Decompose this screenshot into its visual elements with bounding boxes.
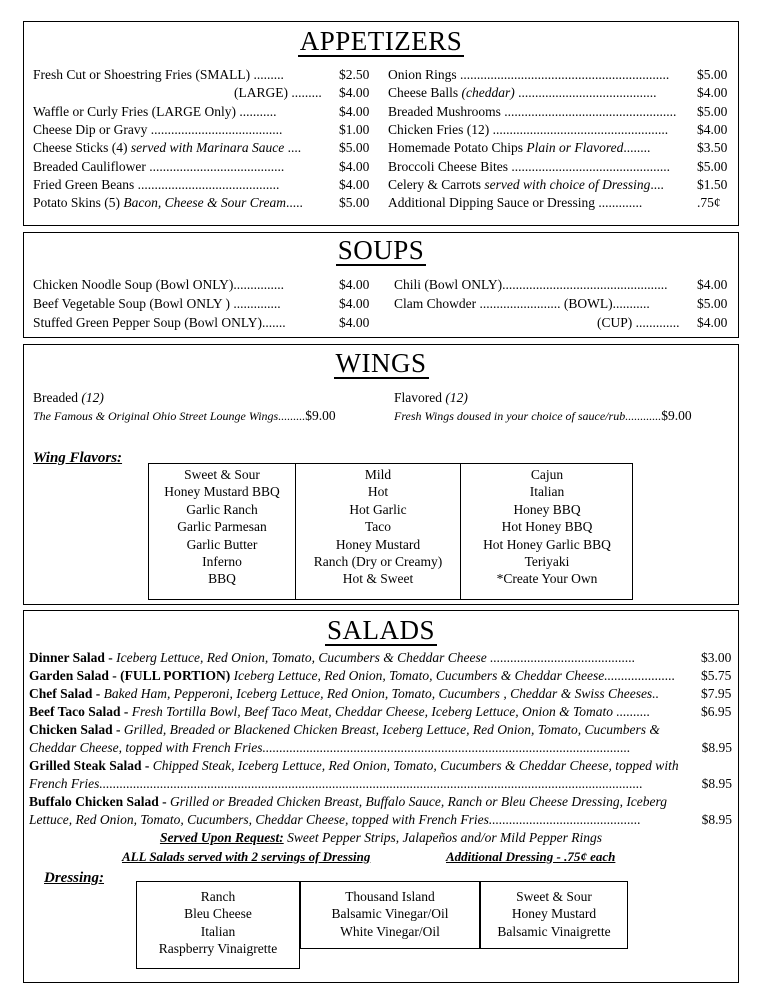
wing-flavor: Sweet & Sour <box>184 467 260 482</box>
wing-flavor: Hot Honey Garlic BBQ <box>483 536 611 552</box>
dressing-option: Sweet & Sour <box>516 889 592 904</box>
appetizer-right-item-name: Celery & Carrots <box>388 176 485 192</box>
salad-item-desc: Iceberg Lettuce, Red Onion, Tomato, Cucumbers & Cheddar Cheese ........................................... <box>116 650 636 665</box>
salad-item-name: Garden Salad - (FULL PORTION) <box>29 668 234 683</box>
wing-flavor: Mild <box>364 467 392 482</box>
appetizer-left-item <box>33 194 339 212</box>
appetizer-left-item-label: Cheese Dip or Gravy ....................................... <box>33 121 283 137</box>
appetizer-left-item-desc: Bacon, Cheese & Sour Cream <box>123 195 286 211</box>
soup-right-item-price: $4.00 <box>697 315 728 330</box>
appetizer-right-item-price: $3.50 <box>697 140 728 156</box>
appetizer-left-item-label: Fried Green Beans .......................................... <box>33 176 280 192</box>
soup-left-item-price: $4.00 <box>339 315 370 330</box>
appetizer-left-item-price: $4.00 <box>339 176 370 192</box>
wing-flavor: Italian <box>529 484 565 500</box>
appetizer-right-item-label: Broccoli Cheese Bites ............................................... <box>388 158 670 174</box>
wing-flavor: Garlic Ranch <box>186 501 258 517</box>
appetizer-right-item-price: $4.00 <box>697 121 728 137</box>
salad-item-name: Dinner Salad - <box>29 650 117 665</box>
dressing-option: Honey Mustard <box>511 906 597 922</box>
soup-left-item-price: $4.00 <box>339 296 370 311</box>
wing-flavor: Hot Garlic <box>349 501 407 517</box>
soups-section <box>23 232 739 338</box>
appetizer-left-item <box>33 176 339 194</box>
appetizer-right-item-desc: served with choice of Dressing <box>484 176 651 192</box>
dressing-option: Balsamic Vinaigrette <box>497 923 611 939</box>
chicken-salad <box>29 721 660 739</box>
appetizer-left-item-price: $4.00 <box>339 85 370 101</box>
soup-left-item-label: Stuffed Green Pepper Soup (Bowl ONLY)....... <box>33 315 286 330</box>
dressing-option: Bleu Cheese <box>184 906 252 922</box>
dressing-option: Balsamic Vinegar/Oil <box>331 906 449 922</box>
flavored-wings-price: $9.00 <box>661 408 692 423</box>
soup-right-item-label: Clam Chowder ........................ (BOWL)........... <box>394 296 650 311</box>
appetizer-right-item <box>388 66 697 84</box>
soup-left-item-price: $4.00 <box>339 277 370 292</box>
chicken-salad-desc-2: Cheddar Cheese, topped with French Fries............................................................................................................. <box>29 740 631 755</box>
dressing-option: Thousand Island <box>345 889 435 904</box>
appetizer-right-item-dots: ......................................... <box>514 85 657 101</box>
appetizer-right-item <box>388 84 697 102</box>
soup-right-item <box>597 314 697 332</box>
soup-left-item <box>33 295 339 313</box>
appetizer-left-item <box>234 84 339 102</box>
salads-section <box>23 610 739 983</box>
wings-title: WINGS <box>335 348 427 378</box>
breaded-wings-count: (12) <box>81 390 104 405</box>
appetizer-left-item-label: Waffle or Curly Fries (LARGE Only) ........... <box>33 103 277 119</box>
salad-item <box>29 649 701 667</box>
wing-flavor: Inferno <box>202 554 242 570</box>
wings-section <box>23 344 739 605</box>
grilled-steak-salad <box>29 757 679 775</box>
dressing-box-2 <box>300 881 480 949</box>
served-upon-request-text: Sweet Pepper Strips, Jalapeños and/or Mild Pepper Rings <box>283 830 603 845</box>
appetizer-right-item <box>388 121 697 139</box>
wing-flavor: Hot & Sweet <box>342 571 414 587</box>
soup-left-item-label: Chicken Noodle Soup (Bowl ONLY)............... <box>33 277 285 292</box>
appetizer-right-item-price: $4.00 <box>697 85 728 101</box>
flavored-wings-count: (12) <box>445 390 468 405</box>
served-upon-request <box>24 829 738 847</box>
wing-flavors-label: Wing Flavors: <box>33 450 123 466</box>
dressing-option: White Vinegar/Oil <box>340 923 440 939</box>
buffalo-chicken-salad-name: Buffalo Chicken Salad - <box>29 794 171 809</box>
wing-flavor: *Create Your Own <box>496 571 598 587</box>
appetizer-right-item-dots: ........ <box>623 140 651 156</box>
wing-flavor: Taco <box>364 519 392 535</box>
appetizer-left-item-price: $5.00 <box>339 195 370 211</box>
salad-item-desc: Iceberg Lettuce, Red Onion, Tomato, Cucumbers & Cheddar Cheese..................... <box>233 668 676 683</box>
appetizer-right-item <box>388 139 697 157</box>
appetizer-right-item-label: Breaded Mushrooms ................................................... <box>388 103 677 119</box>
appetizer-left-item <box>33 66 339 84</box>
appetizer-right-item-name: Homemade Potato Chips <box>388 140 527 156</box>
grilled-steak-salad-price: $8.95 <box>701 776 732 791</box>
all-salads-note: ALL Salads served with 2 servings of Dressing <box>122 849 371 864</box>
wing-flavor: Teriyaki <box>524 554 570 570</box>
salads-title: SALADS <box>326 615 436 645</box>
appetizer-left-item-label: (LARGE) ......... <box>234 85 322 101</box>
appetizer-left-item-label: Breaded Cauliflower ........................................ <box>33 158 285 174</box>
salad-item-desc: Fresh Tortilla Bowl, Beef Taco Meat, Cheddar Cheese, Iceberg Lettuce, Onion & Tomato .......... <box>131 704 651 719</box>
salad-item <box>29 667 701 685</box>
grilled-steak-salad-desc-2: French Fries................................................................................................................................................................. <box>29 776 643 791</box>
served-upon-request-label: Served Upon Request: <box>159 830 284 845</box>
chicken-salad-name: Chicken Salad - <box>29 722 124 737</box>
breaded-wings-desc: The Famous & Original Ohio Street Lounge Wings.........$9.00 <box>33 408 336 423</box>
appetizer-left-item <box>33 139 339 157</box>
appetizer-right-item <box>388 194 697 212</box>
appetizer-left-item-price: $5.00 <box>339 140 370 156</box>
appetizer-right-item-price: $5.00 <box>697 67 728 82</box>
salad-item-name: Beef Taco Salad - <box>29 704 132 719</box>
wing-flavor: Honey Mustard BBQ <box>164 484 280 500</box>
appetizer-right-item-label: Additional Dipping Sauce or Dressing ............. <box>388 195 643 211</box>
salad-item-price: $6.95 <box>701 704 732 719</box>
wing-flavor: Garlic Parmesan <box>177 519 267 535</box>
appetizer-right-item-label: Onion Rings .............................................................. <box>388 67 670 82</box>
soup-left-item <box>33 314 339 332</box>
dressing-label: Dressing: <box>44 870 105 886</box>
appetizer-right-item-name: Cheese Balls <box>388 85 462 101</box>
appetizer-left-item <box>33 103 339 121</box>
soup-right-item-price: $5.00 <box>697 296 728 311</box>
wing-flavor: Garlic Butter <box>186 536 258 552</box>
appetizer-left-item-price: $4.00 <box>339 158 370 174</box>
appetizers-section <box>23 21 739 226</box>
appetizer-left-item-desc: served with Marinara Sauce <box>130 140 285 156</box>
salad-item-price: $5.75 <box>701 668 732 683</box>
wing-flavor: Hot Honey BBQ <box>501 519 593 535</box>
buffalo-chicken-salad-desc: Grilled or Breaded Chicken Breast, Buffalo Sauce, Ranch or Bleu Cheese Dressing, Iceberg <box>170 794 668 809</box>
soup-right-item-label: Chili (Bowl ONLY)................................................. <box>394 277 668 292</box>
wing-flavor: Ranch (Dry or Creamy) <box>313 554 443 570</box>
soup-left-item-label: Beef Vegetable Soup (Bowl ONLY ) .............. <box>33 296 281 311</box>
grilled-steak-salad-desc: Chipped Steak, Iceberg Lettuce, Red Onion, Tomato, Cucumbers & Cheddar Cheese, topped with <box>152 758 679 773</box>
appetizer-right-item-price: .75¢ <box>697 195 721 211</box>
appetizer-left-item-price: $1.00 <box>339 121 370 137</box>
appetizer-right-item <box>388 103 697 121</box>
flavored-wings <box>394 389 468 407</box>
wing-flavor: Honey BBQ <box>513 501 581 517</box>
appetizer-right-item-price: $5.00 <box>697 158 728 174</box>
appetizer-right-item <box>388 158 697 176</box>
chicken-salad-desc: Grilled, Breaded or Blackened Chicken Breast, Iceberg Lettuce, Red Onion, Tomato, Cucumbers & <box>123 722 660 737</box>
dressing-box-3 <box>480 881 628 949</box>
appetizer-right-item-desc: Plain or Flavored <box>526 140 624 156</box>
wing-flavors-table <box>148 463 633 600</box>
appetizer-left-item-price: $4.00 <box>339 103 370 119</box>
breaded-wings-name: Breaded <box>33 390 78 405</box>
salad-item-price: $7.95 <box>701 686 732 701</box>
appetizer-left-item-name: Potato Skins (5) <box>33 195 124 211</box>
soup-right-item <box>394 276 697 294</box>
additional-dressing-note: Additional Dressing - .75¢ each <box>446 849 616 864</box>
appetizers-title: APPETIZERS <box>299 26 463 56</box>
buffalo-chicken-salad <box>29 793 667 811</box>
buffalo-chicken-salad-desc-2: Lettuce, Red Onion, Tomato, Cucumbers, Cheddar Cheese, topped with French Fries............................................. <box>29 812 641 827</box>
appetizer-left-item-dots: .... <box>284 140 302 156</box>
wing-flavors-column-2 <box>295 464 460 599</box>
appetizer-right-item-price: $1.50 <box>697 176 728 192</box>
soups-title: SOUPS <box>337 235 425 265</box>
dressing-box-1 <box>136 881 300 969</box>
breaded-wings-price: $9.00 <box>305 408 336 423</box>
appetizer-left-item <box>33 121 339 139</box>
grilled-steak-salad-name: Grilled Steak Salad - <box>29 758 153 773</box>
salad-item-name: Chef Salad - <box>29 686 104 701</box>
appetizer-left-item-label: Fresh Cut or Shoestring Fries (SMALL) ......... <box>33 67 284 82</box>
salad-item <box>29 703 701 721</box>
wing-flavor: Hot <box>367 484 389 500</box>
appetizer-left-item-dots: ..... <box>286 195 303 211</box>
flavored-wings-desc: Fresh Wings doused in your choice of sauce/rub............$9.00 <box>394 408 692 423</box>
appetizer-right-item-label: Chicken Fries (12) .................................................... <box>388 121 669 137</box>
dressing-option: Raspberry Vinaigrette <box>158 941 278 957</box>
flavored-wings-name: Flavored <box>394 390 442 405</box>
wing-flavors-column-3 <box>460 464 633 599</box>
soup-right-item-label: (CUP) ............. <box>597 315 680 330</box>
buffalo-chicken-salad-price: $8.95 <box>701 812 732 827</box>
wing-flavors-column-1 <box>149 464 295 599</box>
wing-flavor: BBQ <box>208 571 236 587</box>
salad-item-price: $3.00 <box>701 650 732 665</box>
appetizer-right-item-desc: (cheddar) <box>461 85 515 101</box>
salad-item-desc: Baked Ham, Pepperoni, Iceberg Lettuce, Red Onion, Tomato, Cucumbers , Cheddar & Swiss Cheeses.. <box>103 686 659 701</box>
soup-left-item <box>33 276 339 294</box>
chicken-salad-price: $8.95 <box>701 740 732 755</box>
appetizer-left-item-name: Cheese Sticks (4) <box>33 140 131 156</box>
wing-flavor: Honey Mustard <box>335 536 421 552</box>
breaded-wings <box>33 389 104 407</box>
soup-right-item-price: $4.00 <box>697 277 728 292</box>
soup-right-item <box>394 295 697 313</box>
dressing-option: Italian <box>200 923 236 939</box>
wing-flavor: Cajun <box>530 467 564 482</box>
salad-item <box>29 685 701 703</box>
appetizer-left-item-price: $2.50 <box>339 67 370 82</box>
appetizer-left-item <box>33 158 339 176</box>
appetizer-right-item-price: $5.00 <box>697 103 728 119</box>
appetizer-right-item-dots: .... <box>650 176 664 192</box>
appetizer-right-item <box>388 176 697 194</box>
dressing-option: Ranch <box>200 889 236 904</box>
